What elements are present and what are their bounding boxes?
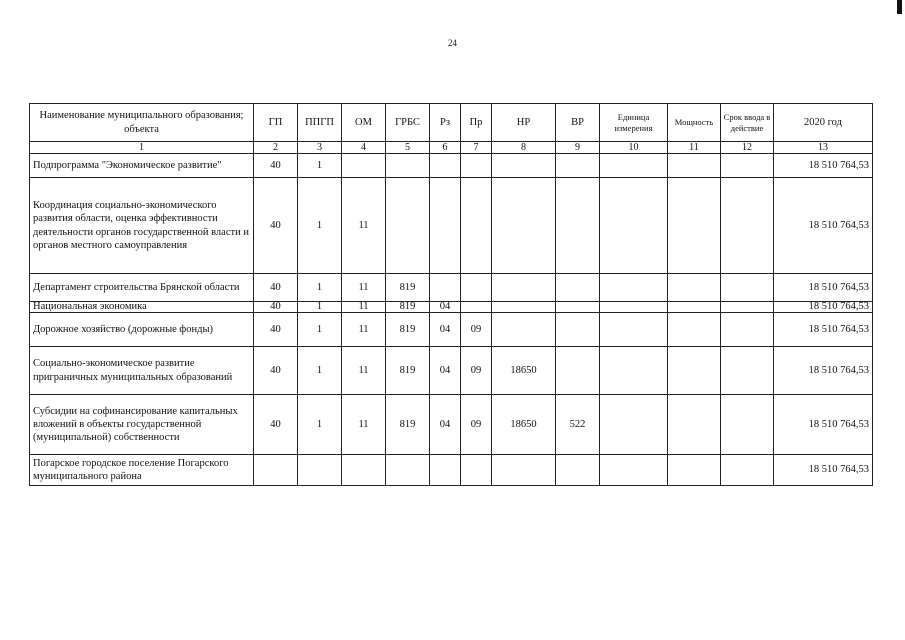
cell-name: Координация социально-экономического развития области, оценка эффективности деятельности органов государственной власти и органов местного самоуправления [30,178,254,274]
cell-gp: 40 [254,313,298,347]
cell-pr [461,455,492,486]
cell-ppgp: 1 [298,313,342,347]
header-ppgp: ППГП [298,104,342,142]
cell-deadline [721,347,774,395]
column-number: 10 [600,142,668,154]
cell-ppgp: 1 [298,347,342,395]
cell-capacity [668,178,721,274]
header-capacity: Мощность [668,104,721,142]
header-vr: ВР [556,104,600,142]
header-row [30,104,873,142]
cell-deadline [721,313,774,347]
scan-corner-mark [897,0,902,14]
cell-grbs [386,455,430,486]
cell-amount: 18 510 764,53 [774,274,873,302]
header-nr: НР [492,104,556,142]
cell-rz [430,154,461,178]
cell-nr [492,274,556,302]
cell-name: Субсидии на софинансирование капитальных вложений в объекты государственной (муниципальной) собственности [30,395,254,455]
cell-rz [430,455,461,486]
cell-unit [600,395,668,455]
table-row [30,455,873,486]
header-unit: Единица измерения [600,104,668,142]
column-number: 5 [386,142,430,154]
cell-unit [600,274,668,302]
cell-gp: 40 [254,347,298,395]
cell-gp: 40 [254,178,298,274]
cell-unit [600,302,668,313]
cell-rz [430,274,461,302]
cell-amount: 18 510 764,53 [774,455,873,486]
page-number: 24 [448,38,457,48]
cell-capacity [668,313,721,347]
cell-unit [600,154,668,178]
cell-rz: 04 [430,347,461,395]
cell-name: Департамент строительства Брянской области [30,274,254,302]
cell-capacity [668,347,721,395]
column-number: 9 [556,142,600,154]
header-name: Наименование муниципального образования; объекта [30,104,254,142]
header-rz: Рз [430,104,461,142]
cell-pr: 09 [461,313,492,347]
cell-pr [461,274,492,302]
column-number: 7 [461,142,492,154]
cell-gp: 40 [254,302,298,313]
cell-rz: 04 [430,395,461,455]
table-row [30,302,873,313]
cell-grbs: 819 [386,313,430,347]
cell-nr [492,178,556,274]
cell-rz [430,178,461,274]
cell-deadline [721,395,774,455]
column-number: 6 [430,142,461,154]
column-number: 4 [342,142,386,154]
cell-grbs: 819 [386,302,430,313]
column-number: 3 [298,142,342,154]
cell-vr [556,347,600,395]
budget-table [29,103,873,486]
cell-capacity [668,302,721,313]
column-number: 2 [254,142,298,154]
cell-rz: 04 [430,313,461,347]
cell-gp: 40 [254,274,298,302]
cell-vr: 522 [556,395,600,455]
column-number: 8 [492,142,556,154]
cell-capacity [668,395,721,455]
cell-unit [600,347,668,395]
cell-gp: 40 [254,154,298,178]
cell-unit [600,313,668,347]
cell-om: 11 [342,347,386,395]
cell-gp [254,455,298,486]
header-pr: Пр [461,104,492,142]
cell-ppgp: 1 [298,154,342,178]
cell-deadline [721,274,774,302]
table-row [30,154,873,178]
cell-unit [600,178,668,274]
cell-om [342,455,386,486]
cell-unit [600,455,668,486]
cell-nr [492,302,556,313]
cell-name: Дорожное хозяйство (дорожные фонды) [30,313,254,347]
cell-grbs: 819 [386,347,430,395]
cell-grbs: 819 [386,274,430,302]
cell-om: 11 [342,302,386,313]
column-number: 1 [30,142,254,154]
cell-ppgp [298,455,342,486]
column-number: 13 [774,142,873,154]
cell-grbs [386,178,430,274]
cell-om: 11 [342,178,386,274]
cell-om: 11 [342,313,386,347]
table-row [30,395,873,455]
column-number: 11 [668,142,721,154]
cell-ppgp: 1 [298,178,342,274]
cell-ppgp: 1 [298,395,342,455]
cell-capacity [668,274,721,302]
header-om: ОМ [342,104,386,142]
table-row [30,347,873,395]
cell-deadline [721,154,774,178]
cell-amount: 18 510 764,53 [774,313,873,347]
cell-pr: 09 [461,395,492,455]
header-grbs: ГРБС [386,104,430,142]
cell-vr [556,274,600,302]
cell-vr [556,313,600,347]
cell-amount: 18 510 764,53 [774,154,873,178]
header-deadline: Срок ввода в действие [721,104,774,142]
cell-pr [461,154,492,178]
cell-capacity [668,154,721,178]
cell-vr [556,154,600,178]
cell-nr: 18650 [492,347,556,395]
cell-name: Социально-экономическое развитие приграничных муниципальных образований [30,347,254,395]
header-year: 2020 год [774,104,873,142]
cell-nr [492,154,556,178]
cell-deadline [721,178,774,274]
cell-vr [556,178,600,274]
table-row [30,178,873,274]
cell-pr [461,178,492,274]
cell-name: Подпрограмма "Экономическое развитие" [30,154,254,178]
cell-amount: 18 510 764,53 [774,302,873,313]
cell-vr [556,455,600,486]
cell-gp: 40 [254,395,298,455]
cell-rz: 04 [430,302,461,313]
cell-nr [492,313,556,347]
cell-nr: 18650 [492,395,556,455]
cell-ppgp: 1 [298,274,342,302]
cell-deadline [721,455,774,486]
cell-name: Погарское городское поселение Погарского муниципального района [30,455,254,486]
column-number: 12 [721,142,774,154]
cell-name: Национальная экономика [30,302,254,313]
cell-nr [492,455,556,486]
column-number-row [30,142,873,154]
cell-capacity [668,455,721,486]
cell-ppgp: 1 [298,302,342,313]
cell-pr [461,302,492,313]
cell-deadline [721,302,774,313]
cell-amount: 18 510 764,53 [774,395,873,455]
cell-om [342,154,386,178]
table-row [30,313,873,347]
cell-pr: 09 [461,347,492,395]
cell-om: 11 [342,395,386,455]
cell-amount: 18 510 764,53 [774,178,873,274]
cell-om: 11 [342,274,386,302]
cell-grbs [386,154,430,178]
table-row [30,274,873,302]
cell-vr [556,302,600,313]
cell-amount: 18 510 764,53 [774,347,873,395]
header-gp: ГП [254,104,298,142]
cell-grbs: 819 [386,395,430,455]
